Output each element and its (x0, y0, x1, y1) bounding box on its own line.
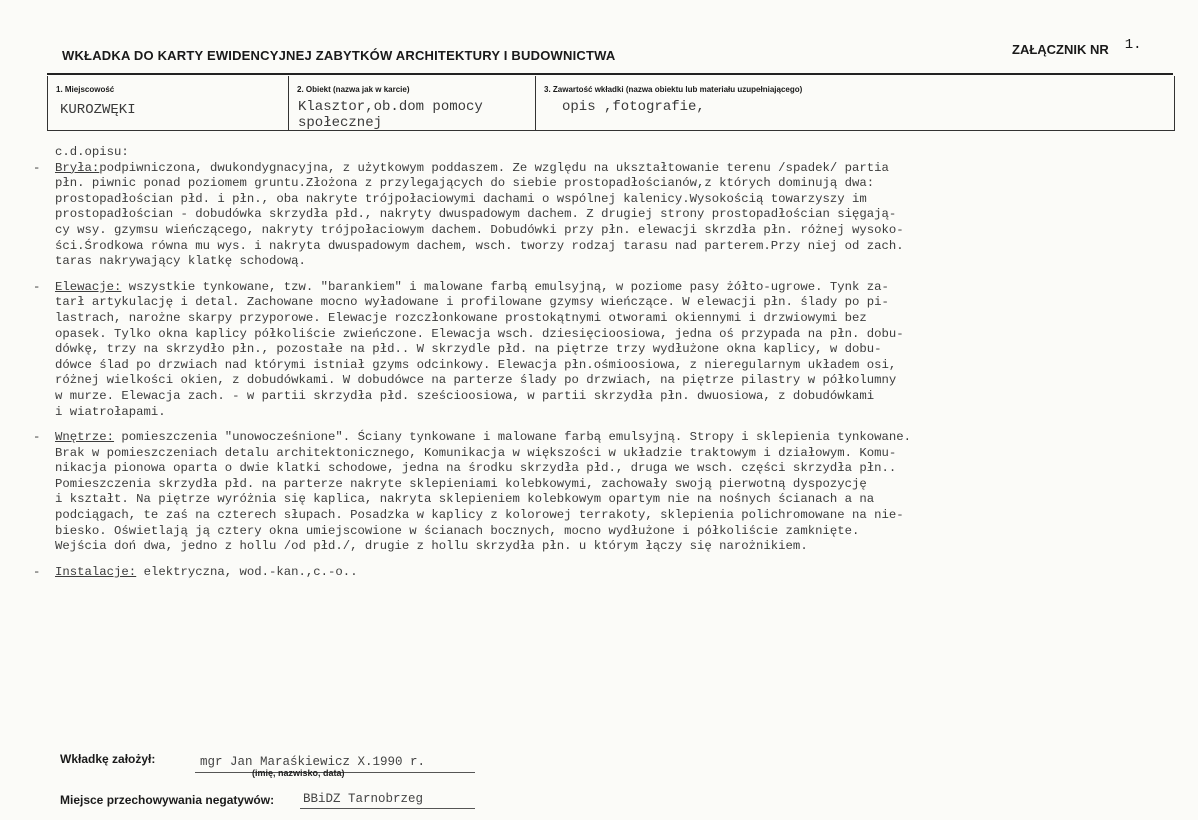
description-line (33, 564, 1180, 581)
description-line (55, 389, 1180, 405)
object-label: 2. Obiekt (nazwa jak w karcie) (297, 85, 410, 94)
contents-cell (535, 76, 1174, 130)
negatives-value: BBiDZ Tarnobrzeg (303, 792, 424, 806)
description-paragraph (33, 430, 1180, 555)
line-text: lastrach, narożne skarpy przyporowe. Elewacje rozczłonkowane prostokątnymi otworami okiennymi i drzwiowymi bez (55, 310, 867, 325)
description-line (55, 508, 1180, 524)
line-text: Pomieszczenia skrzydła płd. na parterze nakryte sklepieniami kolebkowymi, zachowały swoją pierwotną dyspozycję (55, 476, 867, 491)
attachment-label: ZAŁĄCZNIK NR (1012, 42, 1109, 57)
line-text: dówkę, trzy na skrzydło płn., pozostałe na płd.. W skrzydle płd. na piętrze trzy wydłużone okna kaplicy, w dobu- (55, 342, 882, 357)
object-cell (288, 76, 535, 130)
negatives-label: Miejsce przechowywania negatywów: (60, 793, 275, 807)
description-paragraph (33, 279, 1180, 420)
line-text: taras nakrywający klatkę schodową. (55, 254, 306, 269)
section-label: Elewacje: (55, 279, 122, 294)
author-label: Wkładkę założył: (60, 752, 156, 766)
attachment-number: 1. (1124, 37, 1142, 53)
description-line (33, 160, 1180, 177)
line-text: w murze. Elewacja zach. - w partii skrzydła płd. sześcioosiowa, w partii skrzydła płn. dwuosiowa, z dobudówkami (55, 388, 875, 403)
header-rule (47, 73, 1173, 75)
object-value-line: społecznej (298, 115, 383, 131)
contents-value: opis ,fotografie, (562, 99, 705, 115)
line-text: prostopadłościan - dobudówka skrzydła płd., nakryty dwuspadowym dachem. Z drugiej strony prostopadłościan sięgają- (55, 207, 897, 222)
line-text: i kształt. Na piętrze wyróżnia się kaplica, nakryta sklepieniem kolebkowym opartym nie na nośnych ścianach a na (55, 492, 875, 507)
description-line (55, 342, 1180, 358)
field-row (47, 76, 1175, 131)
description-line (55, 461, 1180, 477)
line-text: elektryczna, wod.-kan.,c.-o.. (136, 564, 358, 579)
section-label: Wnętrze: (55, 430, 115, 445)
description-line (55, 524, 1180, 540)
author-sublabel: (imię, nazwisko, data) (252, 768, 345, 778)
line-text: płn. piwnic ponad poziomem gruntu.Złożona z przylegających do siebie prostopadłościanów,z których dominują dwa: (55, 176, 875, 191)
paragraph-gap (55, 270, 1180, 280)
line-text: pomieszczenia "unowocześnione". Ściany tynkowane i malowane farbą emulsyjną. Stropy i sklepienia tynkowane. (114, 430, 912, 445)
line-text: prostopadłościan płd. i płn., oba nakryte trójpołaciowymi dachami o wspólnej kalenicy.Wysokością towarzyszy im (55, 191, 867, 206)
line-text: nikacja pionowa oparta o dwie klatki schodowe, jedna na środku skrzydła płd., druga we wsch. części skrzydła płn.. (55, 461, 897, 476)
description-line (55, 192, 1180, 208)
section-label: Instalacje: (55, 564, 137, 579)
description-line (55, 295, 1180, 311)
line-text: dówce ślad po drzwiach nad którymi istniał gzyms odcinkowy. Elewacja płn.ośmioosiowa, z nieregularnym układem osi, (55, 357, 897, 372)
object-value (298, 99, 534, 131)
line-text: podciągach, te zaś na czterech słupach. Posadzka w kaplicy z kolorowej terrakoty, sklepienia polichromowane na nie- (55, 508, 904, 523)
attachment-header (1012, 37, 1142, 59)
location-value: KUROZWĘKI (60, 102, 136, 118)
description-line (33, 430, 1180, 446)
bullet-dash: - (33, 160, 41, 175)
description-line (55, 477, 1180, 493)
description-line (55, 207, 1180, 223)
description-line (55, 446, 1180, 462)
description-body (33, 145, 1180, 580)
description-line (33, 279, 1180, 296)
description-line (55, 327, 1180, 343)
description-line (55, 358, 1180, 374)
line-text: biesko. Oświetlają ją cztery okna umiejscowione w ścianach bocznych, mocno wydłużone i półkoliście zamknięte. (55, 523, 860, 538)
description-line (55, 176, 1180, 192)
paragraph-gap (55, 420, 1180, 430)
line-text: opasek. Tylko okna kaplicy półkoliście zwieńczone. Elewacja wsch. dziesięcioosiowa, jedna oś przypada na płn. dobu- (55, 326, 904, 341)
line-text: wszystkie tynkowane, tzw. "barankiem" i malowane farbą emulsyjną, w poziome pasy żółto-ugrowe. Tynk za- (121, 279, 889, 294)
bullet-dash: - (33, 430, 41, 445)
line-text: ści.Środkowa równa mu wys. i nakryta dwuspadowym dachem, wsch. tworzy rodzaj tarasu nad parterem.Przy niej od zach. (55, 238, 904, 253)
author-value: mgr Jan Maraśkiewicz X.1990 r. (200, 755, 426, 769)
line-text: cy wsy. gzymsu wieńczącego, nakryty trójpołaciowym dachem. Dobudówki przy płn. elewacji skrzdła płn. różnej wysoko- (55, 222, 904, 237)
description-line (55, 223, 1180, 239)
location-cell (48, 76, 287, 130)
description-line (55, 373, 1180, 389)
bullet-dash: - (33, 564, 41, 579)
object-value-line: Klasztor,ob.dom pomocy (298, 99, 483, 115)
location-label: 1. Miejscowość (56, 85, 115, 94)
line-text: Wejścia doń dwa, jedno z hollu /od płd./, drugie z hollu skrzydła płn. u którym łączy się narożnikiem. (55, 539, 808, 554)
line-text: różnej wielkości okien, z dobudówkami. W dobudówce na parterze ślady po drzwiach, na piętrze pilastry w półkolumny (55, 373, 897, 388)
bullet-dash: - (33, 279, 41, 294)
line-text: Brak w pomieszczeniach detalu architektonicznego, Komunikacja w większości w układzie traktowym i działowym. Komu- (55, 445, 897, 460)
paragraph-gap (55, 555, 1180, 565)
section-label: Bryła: (55, 160, 100, 175)
description-line (55, 311, 1180, 327)
line-text: i wiatrołapami. (55, 404, 166, 419)
description-intro: c.d.opisu: (55, 145, 129, 159)
line-text: podpiwniczona, dwukondygnacyjna, z użytkowym poddaszem. Ze względu na ukształtowanie terenu /spadek/ partia (99, 160, 889, 175)
contents-label: 3. Zawartość wkładki (nazwa obiektu lub materiału uzupełniającego) (544, 85, 803, 94)
negatives-underline (300, 808, 475, 809)
form-header-title: WKŁADKA DO KARTY EWIDENCYJNEJ ZABYTKÓW ARCHITEKTURY I BUDOWNICTWA (62, 48, 616, 63)
description-line (55, 254, 1180, 270)
description-paragraph (33, 564, 1180, 581)
line-text: tarł artykulację i detal. Zachowane mocno wyładowane i profilowane gzymsy wieńczące. W elewacji płn. ślady po pi- (55, 295, 889, 310)
description-line (55, 492, 1180, 508)
description-paragraph (33, 160, 1180, 270)
description-line (55, 539, 1180, 555)
description-line (55, 239, 1180, 255)
description-line (55, 405, 1180, 421)
